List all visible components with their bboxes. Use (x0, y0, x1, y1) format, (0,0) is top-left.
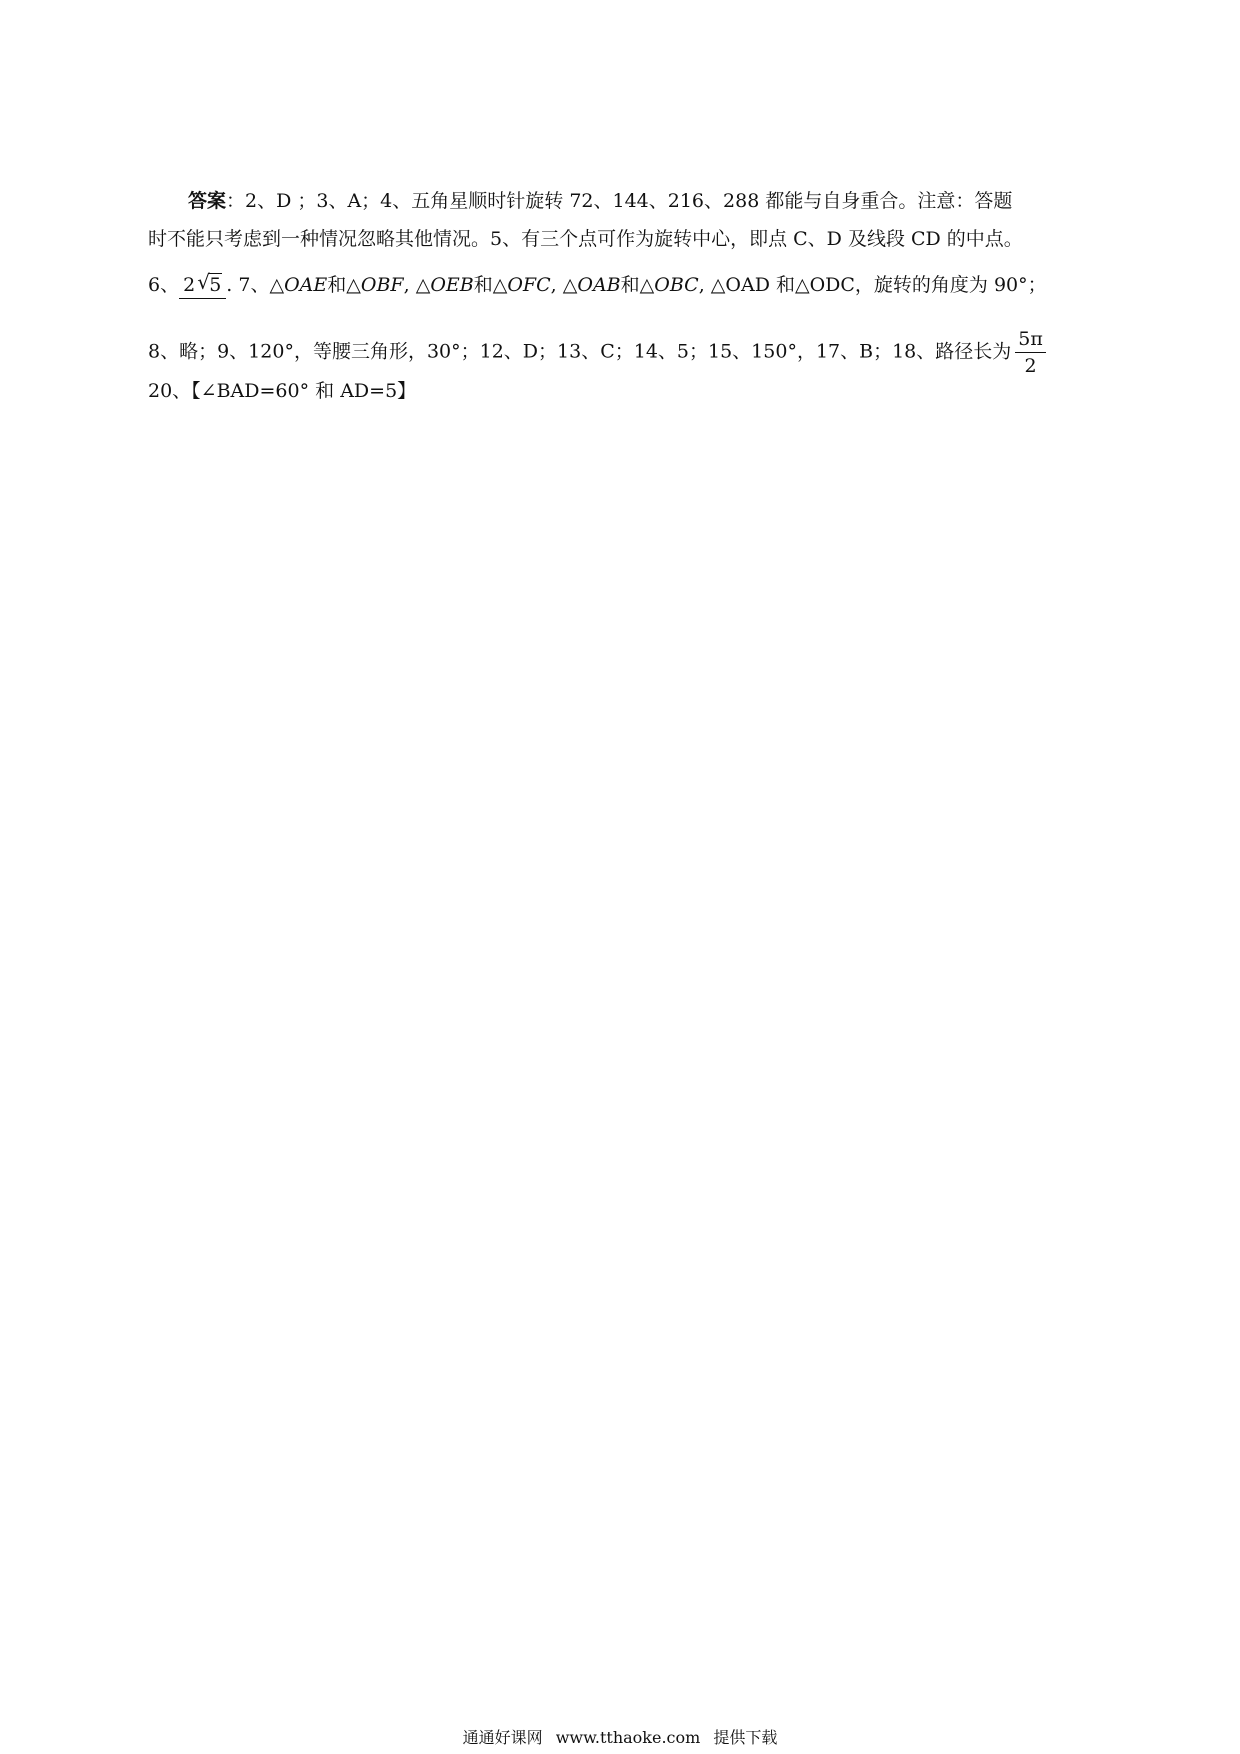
q7-prefix: 7、△ (232, 274, 285, 296)
q6-suffix: . (226, 274, 233, 296)
q7-and-1: 和△ (327, 274, 361, 296)
q6-answer (179, 270, 226, 299)
answer-line-4 (148, 328, 1046, 377)
footer-site-name: 通通好课网 (462, 1728, 543, 1747)
q7-sep-2: , △ (550, 274, 578, 296)
answer-line-4-text: 8、略；9、120°，等腰三角形，30°；12、D；13、C；14、5；15、150°，17、B；18、路径长为 (148, 340, 1012, 363)
q7-triangle-5: OAB (577, 274, 621, 296)
sqrt-symbol: √ (197, 270, 210, 294)
q6-sqrt (197, 270, 222, 296)
answer-line-3 (148, 270, 1047, 299)
answer-line-1 (188, 186, 1012, 213)
q18-denominator: 2 (1024, 355, 1037, 377)
q7-sep-1: , △ (403, 274, 431, 296)
page-footer (0, 1725, 1240, 1748)
q7-triangle-6: OBC (654, 274, 699, 296)
answer-line-2: 时不能只考虑到一种情况忽略其他情况。5、有三个点可作为旋转中心，即点 C、D 及线段 CD 的中点。 (148, 228, 1023, 250)
q6-coef: 2 (183, 274, 196, 296)
q7-triangle-2: OBF (360, 274, 404, 296)
q18-numerator: 5π (1015, 328, 1046, 353)
q7-and-2: 和△ (473, 274, 508, 296)
q7-triangle-3: OEB (430, 274, 474, 296)
footer-action: 提供下载 (713, 1728, 778, 1747)
q7-rest: , △OAD 和△ODC，旋转的角度为 90°； (698, 274, 1047, 296)
answer-label: 答案 (188, 190, 227, 212)
q6-prefix: 6、 (148, 274, 180, 296)
answer-line-1-text: ：2、D ；3、A；4、五角星顺时针旋转 72、144、216、288 都能与自身重合。注意：答题 (226, 190, 1013, 212)
answer-line-5: 20、【∠BAD=60° 和 AD=5】 (148, 380, 417, 402)
q7-triangle-4: OFC (507, 274, 551, 296)
q7-triangle-1: OAE (284, 274, 328, 296)
q18-fraction (1015, 328, 1046, 377)
q6-radicand: 5 (209, 274, 222, 296)
footer-url[interactable]: www.tthaoke.com (555, 1728, 701, 1747)
q7-and-3: 和△ (620, 274, 655, 296)
